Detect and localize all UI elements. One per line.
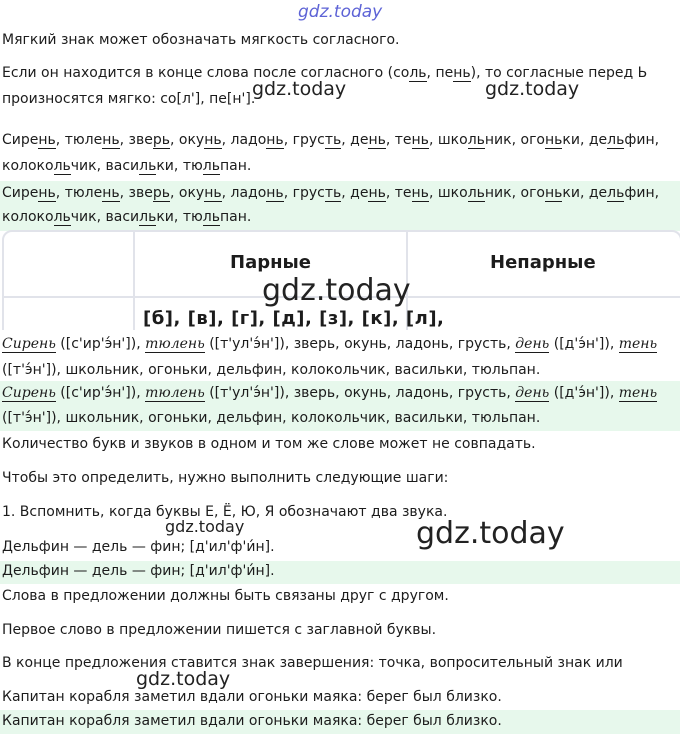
transcription-line-highlighted	[0, 381, 680, 408]
paragraph-line	[0, 586, 680, 608]
paragraph-line	[0, 434, 680, 456]
paragraph-text: 1. Вспомнить, когда буквы Е, Ё, Ю, Я обозначают два звука.	[2, 504, 448, 520]
table-cell-sounds: [б], [в], [г], [д], [з], [к], [л],	[143, 308, 445, 329]
paragraph-line	[0, 502, 680, 524]
word-list-line	[0, 130, 680, 152]
paragraph-line	[0, 30, 680, 52]
paragraph-text: Дельфин — дель — фин; [д'ил'ф'и́н].	[2, 563, 275, 579]
table-header-unpaired: Непарные	[490, 252, 596, 273]
paragraph-line	[0, 468, 680, 490]
transcription-text: Сирень ([с'ир'э́н']), тюлень ([т'ул'э́н']), зверь, окунь, ладонь, грусть, день ([д'э́н']), тень	[2, 385, 658, 401]
paragraph-text: В конце предложения ставится знак завершения: точка, вопросительный знак или	[2, 655, 623, 671]
paragraph-line	[0, 89, 680, 111]
paragraph-line	[0, 653, 680, 675]
transcription-line	[0, 360, 680, 382]
watermark: gdz.today	[262, 273, 411, 308]
watermark: gdz.today	[485, 78, 580, 100]
paragraph-text: Если он находится в конце слова после согласного (соль, пень), то согласные перед Ь	[2, 65, 648, 81]
paragraph-text: Капитан корабля заметил вдали огоньки маяка: берег был близко.	[2, 689, 502, 705]
watermark-top: gdz.today	[298, 2, 383, 22]
table-column-divider	[133, 232, 135, 330]
paragraph-text: Дельфин — дель — фин; [д'ил'ф'и́н].	[2, 539, 275, 555]
paragraph-text: Первое слово в предложении пишется с заглавной буквы.	[2, 622, 437, 638]
paragraph-line	[0, 687, 680, 709]
word-list-text: Сирень, тюлень, зверь, окунь, ладонь, грусть, день, тень, школьник, огоньки, дельфин,	[2, 185, 660, 201]
word-list-text: колокольчик, васильки, тюльпан.	[2, 209, 252, 225]
paragraph-text: Капитан корабля заметил вдали огоньки маяка: берег был близко.	[2, 713, 502, 729]
word-list-line-highlighted	[0, 181, 680, 207]
word-list-line-highlighted	[0, 207, 680, 231]
transcription-text: ([т'э́н']), школьник, огоньки, дельфин, колокольчик, васильки, тюльпан.	[2, 362, 541, 378]
paragraph-text: Мягкий знак может обозначать мягкость согласного.	[2, 32, 400, 48]
word-list-line	[0, 156, 680, 178]
paragraph-text: Количество букв и звуков в одном и том же слове может не совпадать.	[2, 436, 536, 452]
transcription-line-highlighted	[0, 408, 680, 431]
watermark: gdz.today	[136, 668, 231, 690]
paragraph-text: Чтобы это определить, нужно выполнить следующие шаги:	[2, 470, 449, 486]
transcription-line	[0, 333, 680, 357]
word-list-text: колокольчик, васильки, тюльпан.	[2, 158, 252, 174]
paragraph-line	[0, 63, 680, 85]
table-header-paired: Парные	[230, 252, 312, 273]
watermark: gdz.today	[165, 517, 245, 536]
paragraph-line	[0, 620, 680, 642]
word-list-text: Сирень, тюлень, зверь, окунь, ладонь, грусть, день, тень, школьник, огоньки, дельфин,	[2, 132, 660, 148]
paragraph-text: произносятся мягко: со[л'], пе[н'].	[2, 91, 256, 107]
watermark: gdz.today	[416, 516, 565, 551]
transcription-text: Сирень ([с'ир'э́н']), тюлень ([т'ул'э́н']), зверь, окунь, ладонь, грусть, день ([д'э́н']), тень	[2, 336, 658, 352]
paragraph-line-highlighted	[0, 561, 680, 584]
transcription-text: ([т'э́н']), школьник, огоньки, дельфин, колокольчик, васильки, тюльпан.	[2, 410, 541, 426]
watermark: gdz.today	[252, 78, 347, 100]
paragraph-line	[0, 537, 680, 559]
paragraph-text: Слова в предложении должны быть связаны друг с другом.	[2, 588, 449, 604]
paragraph-line-highlighted	[0, 710, 680, 734]
